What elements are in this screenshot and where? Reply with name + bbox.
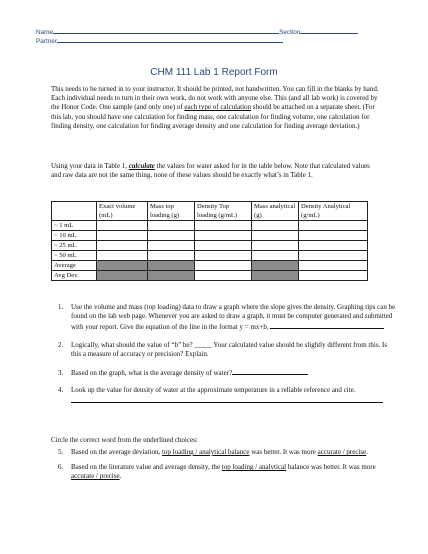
partner-field[interactable] xyxy=(57,36,283,43)
density-table xyxy=(51,201,368,281)
header-cell: Exact volume (mL) xyxy=(97,202,148,221)
reference-blank[interactable] xyxy=(71,395,383,403)
table-row xyxy=(52,221,368,231)
question-5 xyxy=(65,448,397,457)
q5-choice-accuracy[interactable]: accurate / precise xyxy=(317,448,367,456)
row-label: ~ 1 mL xyxy=(52,221,97,231)
row-label: Average xyxy=(52,261,97,271)
usage-text-1: Using your data in Table 1, xyxy=(51,162,129,170)
q5-text-2: was better. It was more xyxy=(249,448,318,456)
table-cell[interactable] xyxy=(97,221,148,231)
circle-instruction: Circle the correct word from the underlined choices: xyxy=(51,436,198,444)
table-cell[interactable] xyxy=(195,271,252,281)
question-3-text: Based on the graph, what is the average density of water? xyxy=(71,369,233,378)
table-cell[interactable] xyxy=(299,251,368,261)
usage-text-2: the values for water asked for in the table below. Note that calculated values and raw data are not the same thing, none of these values should be exactly what’s in Table 1. xyxy=(51,162,370,180)
shaded-cell xyxy=(148,271,195,281)
table-cell[interactable] xyxy=(195,241,252,251)
shaded-cell xyxy=(97,271,148,281)
usage-emphasis: calculate xyxy=(128,162,155,170)
table-row xyxy=(52,241,368,251)
name-label: Name xyxy=(36,29,54,36)
q6-choice-balance[interactable]: top loading / analytical xyxy=(221,463,287,472)
table-cell[interactable] xyxy=(97,251,148,261)
table-cell[interactable] xyxy=(252,241,299,251)
header-cell: Density Top loading (g/mL) xyxy=(195,202,252,221)
table-cell[interactable] xyxy=(195,221,252,231)
table-row xyxy=(52,261,368,271)
intro-text-1: This needs to be turned in to your instructor. It should be printed, not handwritten. You can fill in the blanks by hand. Each individual needs to turn in their own work, do not work with anyone else. This (and all lab work) is covered by the Honor Code. One sample (and only one) of xyxy=(51,85,379,112)
table-cell[interactable] xyxy=(299,241,368,251)
name-field[interactable] xyxy=(53,27,279,34)
table-cell[interactable] xyxy=(299,221,368,231)
table-cell[interactable] xyxy=(252,251,299,261)
shaded-cell xyxy=(97,261,148,271)
section-label: Section xyxy=(279,29,301,36)
table-cell[interactable] xyxy=(195,231,252,241)
table-cell[interactable] xyxy=(97,241,148,251)
question-3 xyxy=(65,367,397,378)
table-row xyxy=(52,271,368,281)
partner-label: Partner xyxy=(36,38,57,45)
shaded-cell xyxy=(252,261,299,271)
table-cell[interactable] xyxy=(148,251,195,261)
name-section-line xyxy=(36,27,358,36)
table-row xyxy=(52,231,368,241)
q5-choice-balance[interactable]: top loading / analytical balance xyxy=(161,448,250,456)
q6-text-2: balance was better. It was more xyxy=(286,463,376,472)
table-header-row xyxy=(52,202,368,221)
row-label: ~ 50 mL xyxy=(52,251,97,261)
question-4-text: Look up the value for density of water at the approximate temperature in a reliable reference and cite. xyxy=(71,386,356,395)
question-6 xyxy=(65,463,397,481)
row-label: ~ 25 mL xyxy=(52,241,97,251)
q6-text-1: Based on the literature value and average density, the xyxy=(71,463,222,472)
question-list-1 xyxy=(51,303,397,407)
intro-underline: each type of calculation xyxy=(184,103,252,112)
intro-text-2: should be attached on a separate sheet. (For this lab, you should have one calculation for finding mass, one calculation for finding volume, one calculation for finding density, one calculation for finding average density and one calculation for finding average deviation.) xyxy=(51,103,375,130)
question-4 xyxy=(65,386,397,406)
question-list-2 xyxy=(51,448,397,482)
table-row xyxy=(52,251,368,261)
row-label: ~ 10 mL xyxy=(52,231,97,241)
table-cell[interactable] xyxy=(148,241,195,251)
usage-paragraph xyxy=(51,162,379,180)
table-cell[interactable] xyxy=(195,251,252,261)
table-cell[interactable] xyxy=(97,231,148,241)
q6-text-3: . xyxy=(119,472,122,481)
table-cell[interactable] xyxy=(299,261,368,271)
intro-paragraph xyxy=(51,85,379,131)
shaded-cell xyxy=(252,271,299,281)
header-cell: Mass top loading (g) xyxy=(148,202,195,221)
question-2 xyxy=(65,341,397,359)
header-cell: Mass analytical (g) xyxy=(252,202,299,221)
partner-line xyxy=(36,36,283,45)
page-title: CHM 111 Lab 1 Report Form xyxy=(150,67,278,78)
table-cell[interactable] xyxy=(195,261,252,271)
shaded-cell xyxy=(148,261,195,271)
section-field[interactable] xyxy=(300,27,358,34)
table-cell[interactable] xyxy=(252,221,299,231)
table-cell[interactable] xyxy=(148,221,195,231)
table-cell[interactable] xyxy=(148,231,195,241)
question-1-text: Use the volume and mass (top loading) data to draw a graph where the slope gives the density. Graphing tips can be found on the lab web page. Whenever you are asked to draw a graph, it must be computer generated and submitted with your report. Give the equation of the line in the format y = mx+b. xyxy=(71,303,396,332)
equation-blank[interactable] xyxy=(270,321,384,329)
row-label: Avg Dev. xyxy=(52,271,97,281)
q6-choice-accuracy[interactable]: accurate / precise xyxy=(71,472,120,481)
q5-text-1: Based on the average deviation, xyxy=(71,448,162,456)
table-cell[interactable] xyxy=(299,271,368,281)
q5-text-3: . xyxy=(366,448,368,456)
table-cell[interactable] xyxy=(252,231,299,241)
table-cell[interactable] xyxy=(299,231,368,241)
question-1 xyxy=(65,303,397,333)
density-blank[interactable] xyxy=(232,367,308,375)
header-cell xyxy=(52,202,97,221)
question-2-text: Logically, what should the value of “b” be? _____ Your calculated value should be slightly different from this. Is this a measure of accuracy or precision? Explain. xyxy=(71,340,388,358)
header-cell: Density Analytical (g/mL) xyxy=(299,202,368,221)
